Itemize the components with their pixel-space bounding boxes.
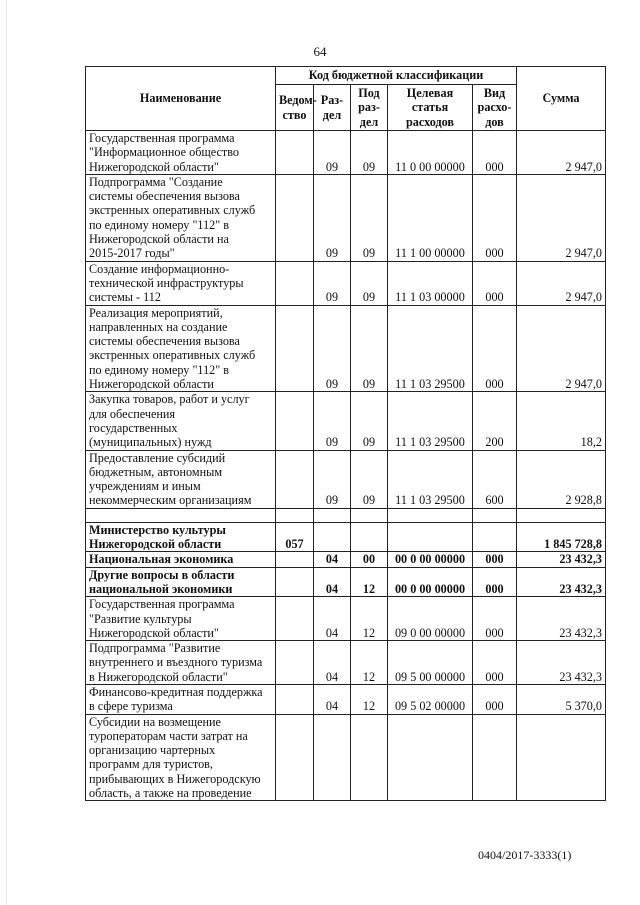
name-cell: Государственная программа "Развитие культуры Нижегородской области"	[86, 597, 276, 641]
expense-type-cell	[473, 714, 517, 801]
subsection-cell: 00	[351, 552, 388, 567]
sum-cell: 2 928,8	[517, 450, 606, 508]
section-cell: 09	[314, 305, 351, 392]
section-cell: 09	[314, 131, 351, 175]
table-row	[86, 522, 606, 552]
section-cell: 04	[314, 597, 351, 641]
section-cell: 04	[314, 567, 351, 597]
name-cell: Подпрограмма "Развитие внутреннего и въездного туризма в Нижегородской области"	[86, 641, 276, 685]
budget-table	[85, 66, 606, 801]
document-code: 0404/2017-3333(1)	[478, 848, 572, 862]
table-row	[86, 305, 606, 392]
department-cell	[276, 567, 314, 597]
subsection-cell: 12	[351, 597, 388, 641]
subsection-cell: 09	[351, 392, 388, 450]
table-row	[86, 714, 606, 801]
sum-cell: 23 432,3	[517, 641, 606, 685]
expense-type-cell	[473, 522, 517, 552]
sum-cell: 18,2	[517, 392, 606, 450]
table-row	[86, 261, 606, 305]
name-cell: Предоставление субсидий бюджетным, автономным учреждениям и иным некоммерческим организациям	[86, 450, 276, 508]
header-name: Наименование	[86, 67, 276, 131]
sum-cell: 2 947,0	[517, 131, 606, 175]
name-cell: Закупка товаров, работ и услуг для обеспечения государственных (муниципальных) нужд	[86, 392, 276, 450]
department-cell	[276, 508, 314, 522]
target-article-cell	[388, 522, 473, 552]
target-article-cell: 11 1 03 00000	[388, 261, 473, 305]
expense-type-cell: 000	[473, 131, 517, 175]
expense-type-cell: 200	[473, 392, 517, 450]
name-cell: Реализация мероприятий, направленных на создание системы обеспечения вызова экстренных оперативных служб по единому номеру "112" в Нижегородской области	[86, 305, 276, 392]
department-cell	[276, 392, 314, 450]
expense-type-cell: 000	[473, 641, 517, 685]
sum-cell: 23 432,3	[517, 597, 606, 641]
section-cell: 04	[314, 641, 351, 685]
table-row	[86, 597, 606, 641]
department-cell	[276, 641, 314, 685]
department-cell	[276, 684, 314, 714]
table-row	[86, 567, 606, 597]
sum-cell: 2 947,0	[517, 261, 606, 305]
target-article-cell: 00 0 00 00000	[388, 552, 473, 567]
target-article-cell	[388, 508, 473, 522]
expense-type-cell: 000	[473, 552, 517, 567]
section-cell: 04	[314, 684, 351, 714]
sum-cell: 2 947,0	[517, 174, 606, 261]
table-row	[86, 131, 606, 175]
expense-type-cell	[473, 508, 517, 522]
table-row	[86, 508, 606, 522]
section-cell: 09	[314, 261, 351, 305]
subsection-cell	[351, 714, 388, 801]
target-article-cell: 09 5 00 00000	[388, 641, 473, 685]
name-cell: Субсидии на возмещение туроператорам части затрат на организацию чартерных программ для туристов, прибывающих в Нижегородскую область, а также на проведение	[86, 714, 276, 801]
target-article-cell	[388, 714, 473, 801]
header-sum: Сумма	[517, 67, 606, 131]
table-row	[86, 552, 606, 567]
department-cell	[276, 305, 314, 392]
name-cell: Подпрограмма "Создание системы обеспечения вызова экстренных оперативных служб по единому номеру "112" в Нижегородской области на 2015-2017 годы"	[86, 174, 276, 261]
section-cell	[314, 522, 351, 552]
table-row	[86, 641, 606, 685]
name-cell: Государственная программа "Информационное общество Нижегородской области"	[86, 131, 276, 175]
name-cell: Создание информационно- технической инфраструктуры системы - 112	[86, 261, 276, 305]
department-cell	[276, 261, 314, 305]
sum-cell: 23 432,3	[517, 552, 606, 567]
target-article-cell: 11 1 03 29500	[388, 305, 473, 392]
page-number: 64	[313, 44, 327, 59]
subsection-cell: 12	[351, 641, 388, 685]
department-cell	[276, 552, 314, 567]
department-cell	[276, 131, 314, 175]
header-expense-type: Вид расхо- дов	[473, 85, 517, 131]
target-article-cell: 11 1 03 29500	[388, 450, 473, 508]
subsection-cell: 09	[351, 305, 388, 392]
header-department: Ведом- ство	[276, 85, 314, 131]
department-cell	[276, 597, 314, 641]
subsection-cell: 09	[351, 174, 388, 261]
expense-type-cell: 000	[473, 567, 517, 597]
sum-cell: 1 845 728,8	[517, 522, 606, 552]
sum-cell: 5 370,0	[517, 684, 606, 714]
header-subsection: Под раз- дел	[351, 85, 388, 131]
target-article-cell: 00 0 00 00000	[388, 567, 473, 597]
section-cell: 09	[314, 174, 351, 261]
department-cell: 057	[276, 522, 314, 552]
table-row	[86, 174, 606, 261]
expense-type-cell: 000	[473, 174, 517, 261]
department-cell	[276, 450, 314, 508]
target-article-cell: 09 0 00 00000	[388, 597, 473, 641]
name-cell	[86, 508, 276, 522]
department-cell	[276, 714, 314, 801]
target-article-cell: 11 0 00 00000	[388, 131, 473, 175]
name-cell: Национальная экономика	[86, 552, 276, 567]
scan-margin-line	[6, 0, 7, 905]
section-cell	[314, 508, 351, 522]
target-article-cell: 11 1 03 29500	[388, 392, 473, 450]
table-row	[86, 684, 606, 714]
subsection-cell	[351, 522, 388, 552]
sum-cell: 23 432,3	[517, 567, 606, 597]
header-classification: Код бюджетной классификации	[276, 67, 517, 85]
expense-type-cell: 000	[473, 684, 517, 714]
subsection-cell: 12	[351, 567, 388, 597]
section-cell: 09	[314, 392, 351, 450]
subsection-cell: 09	[351, 261, 388, 305]
expense-type-cell: 600	[473, 450, 517, 508]
table-body	[86, 131, 606, 801]
table-row	[86, 450, 606, 508]
sum-cell	[517, 714, 606, 801]
section-cell: 04	[314, 552, 351, 567]
subsection-cell	[351, 508, 388, 522]
target-article-cell: 11 1 00 00000	[388, 174, 473, 261]
section-cell	[314, 714, 351, 801]
name-cell: Финансово-кредитная поддержка в сфере туризма	[86, 684, 276, 714]
expense-type-cell: 000	[473, 597, 517, 641]
target-article-cell: 09 5 02 00000	[388, 684, 473, 714]
name-cell: Другие вопросы в области национальной экономики	[86, 567, 276, 597]
sum-cell	[517, 508, 606, 522]
header-target-article: Целевая статья расходов	[388, 85, 473, 131]
section-cell: 09	[314, 450, 351, 508]
department-cell	[276, 174, 314, 261]
expense-type-cell: 000	[473, 305, 517, 392]
subsection-cell: 09	[351, 131, 388, 175]
table-row	[86, 392, 606, 450]
subsection-cell: 12	[351, 684, 388, 714]
subsection-cell: 09	[351, 450, 388, 508]
expense-type-cell: 000	[473, 261, 517, 305]
sum-cell: 2 947,0	[517, 305, 606, 392]
name-cell: Министерство культуры Нижегородской области	[86, 522, 276, 552]
header-section: Раз- дел	[314, 85, 351, 131]
